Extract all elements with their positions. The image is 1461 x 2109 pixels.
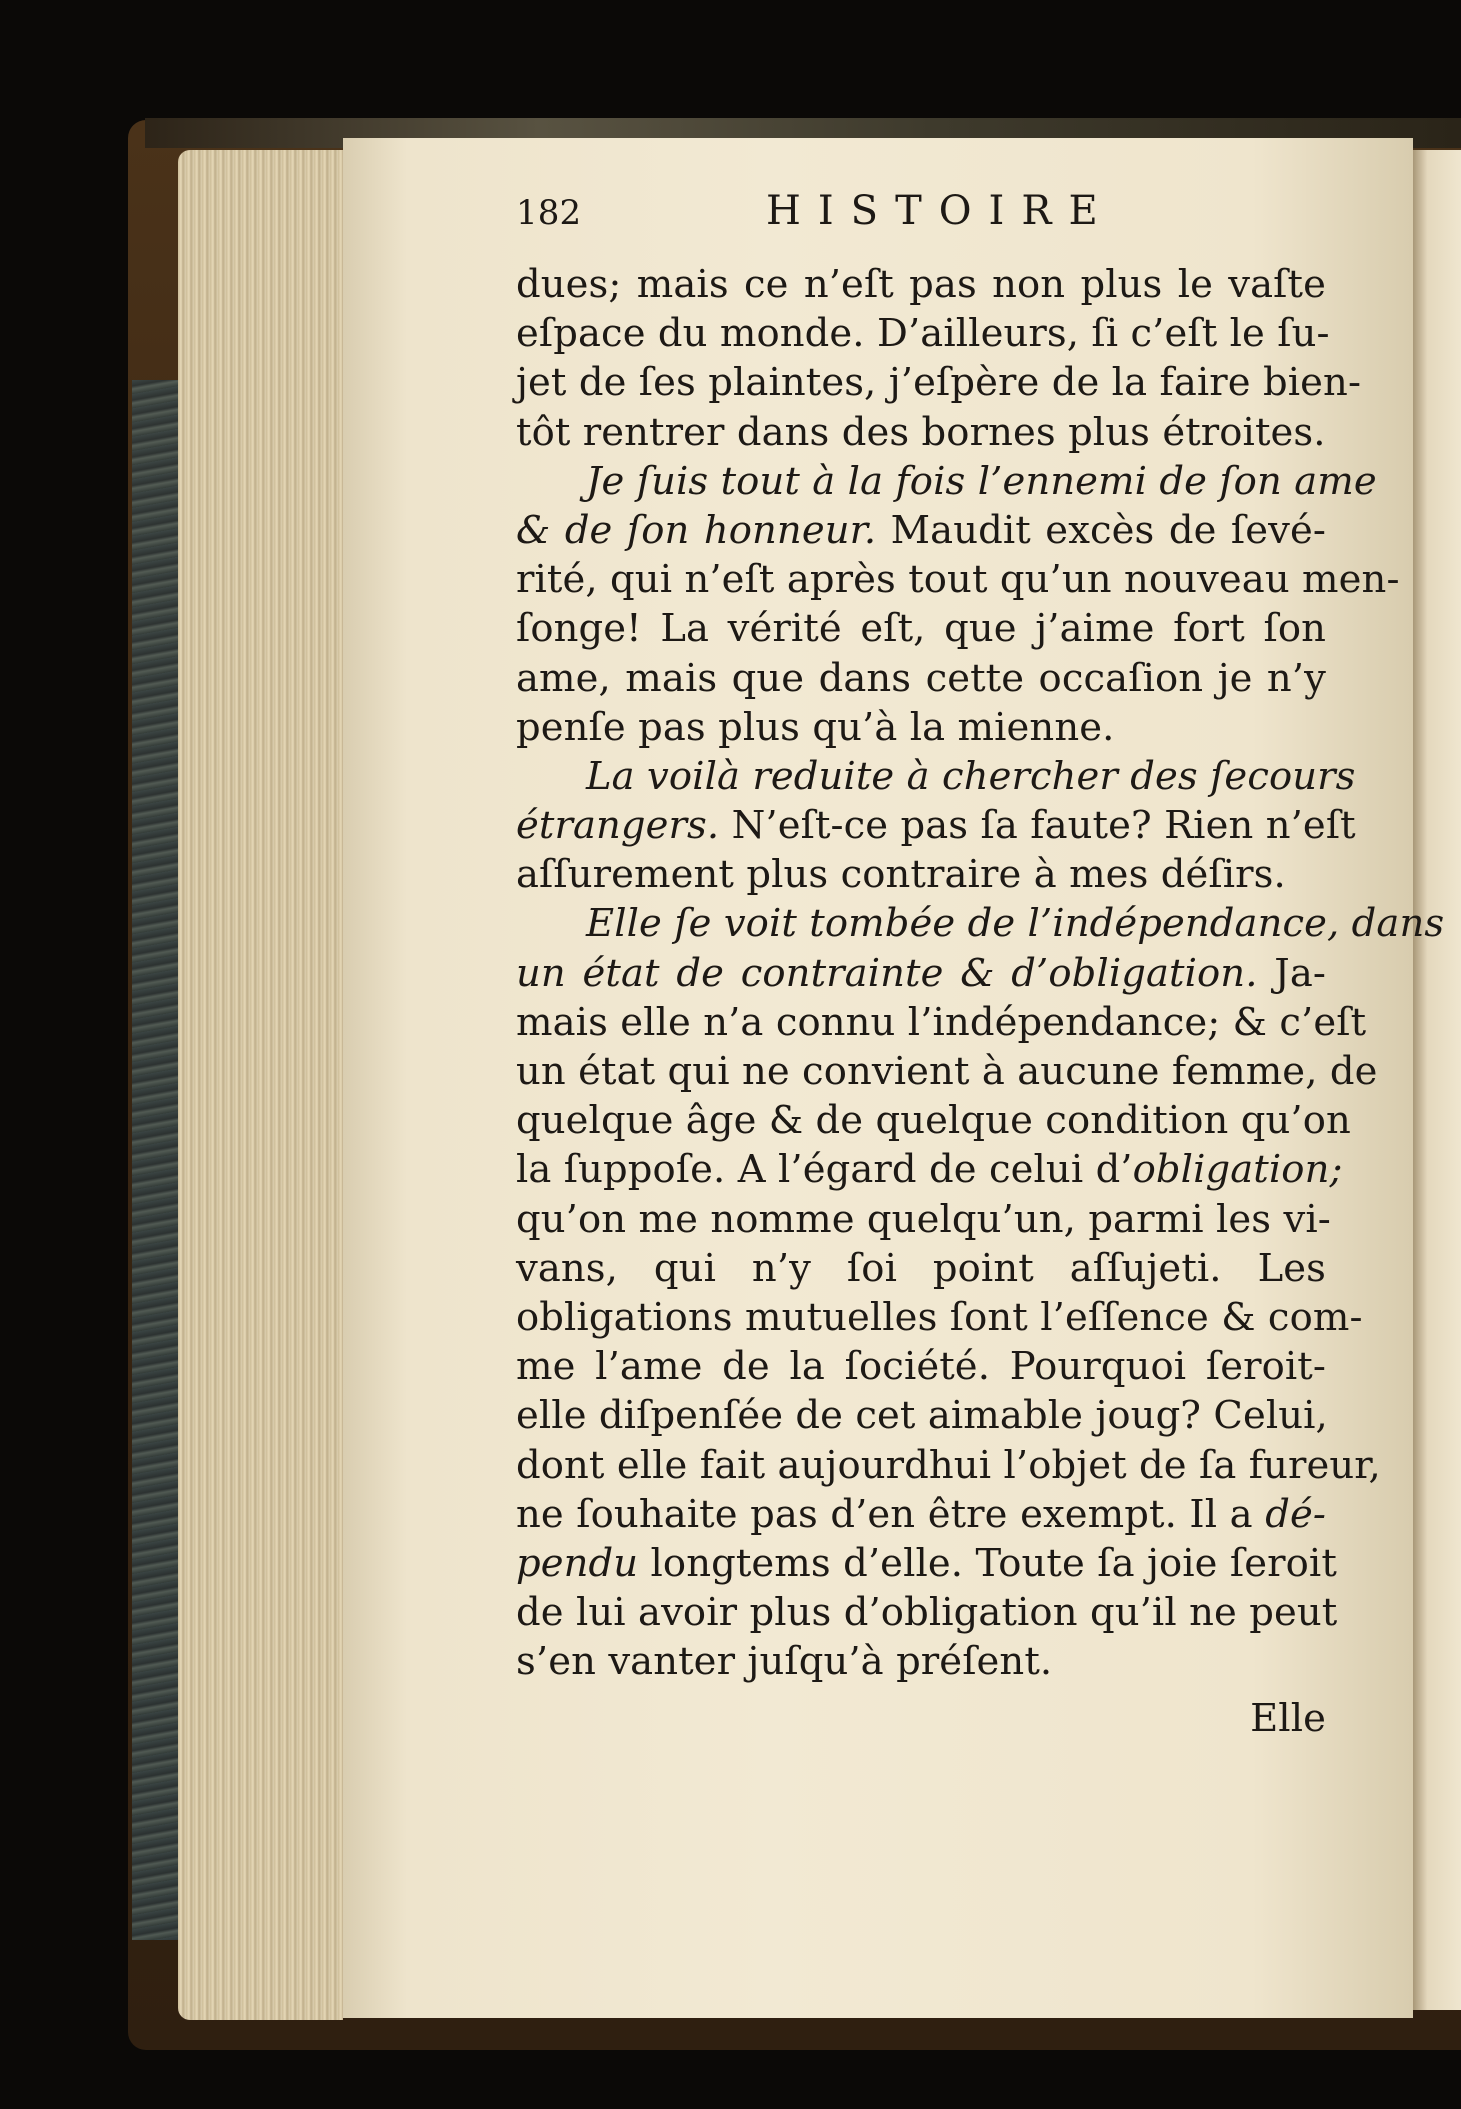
text-line (516, 555, 1400, 604)
text-line (516, 309, 1330, 358)
text-line (516, 1441, 1381, 1490)
roman-text: elle diſpenſée de cet aimable joug? Celui, (516, 1393, 1328, 1439)
roman-text: jet de ſes plaintes, j’eſpère de la faire bien- (516, 360, 1362, 406)
text-line (516, 850, 1326, 899)
text-line (516, 1391, 1326, 1440)
text-line (516, 1588, 1338, 1637)
catchword: Elle (1250, 1696, 1326, 1742)
text-line (516, 1244, 1326, 1293)
text-line (516, 1195, 1331, 1244)
text-line (516, 408, 1326, 457)
roman-text: dont elle fait aujourdhui l’objet de ſa fureur, (516, 1442, 1381, 1488)
roman-text: longtems d’elle. Toute ſa joie ſeroit (638, 1540, 1337, 1586)
roman-text: la ſuppoſe. A l’égard de celui d’ (516, 1147, 1133, 1193)
roman-text: me l’ame de la ſociété. Pourquoi ſeroit- (516, 1344, 1326, 1390)
roman-text: eſpace du monde. D’ailleurs, ſi c’eſt le ſu- (516, 311, 1330, 357)
text-line (516, 1637, 1326, 1686)
roman-text: vans, qui n’y ſoi point aſſujeti. Les (516, 1245, 1326, 1291)
text-line (516, 703, 1326, 752)
roman-text: Ja- (1257, 950, 1326, 996)
text-line (516, 1293, 1363, 1342)
roman-text: rité, qui n’eſt après tout qu’un nouveau men- (516, 557, 1400, 603)
text-line (516, 604, 1326, 653)
page-number: 182 (516, 193, 582, 233)
text-line (516, 358, 1362, 407)
text-line (516, 457, 1377, 506)
roman-text: un état qui ne convient à aucune femme, de (516, 1049, 1378, 1094)
text-line (516, 1490, 1326, 1539)
roman-text: mais elle n’a connu l’indépendance; & c’eſt (516, 999, 1367, 1045)
italic-text: La voilà reduite à chercher des ſecours (586, 753, 1356, 799)
page-text (516, 188, 1445, 1742)
roman-text: s’en vanter juſqu’à préſent. (516, 1639, 1053, 1685)
roman-text: de lui avoir plus d’obligation qu’il ne peut (516, 1590, 1338, 1636)
text-line (516, 998, 1367, 1047)
roman-text: qu’on me nomme quelqu’un, parmi les vi- (516, 1196, 1331, 1242)
text-line (516, 1145, 1343, 1194)
facing-page-sliver (1413, 150, 1461, 2010)
body-text (516, 260, 1445, 1686)
italic-text: étrangers. (516, 803, 720, 849)
italic-text: dé- (1265, 1491, 1326, 1537)
roman-text: ne ſouhaite pas d’en être exempt. Il a (516, 1491, 1266, 1537)
italic-text: Je ſuis tout à la fois l’ennemi de ſon ame (586, 458, 1377, 504)
italic-text: un état de contrainte & d’obligation. (516, 950, 1258, 996)
text-line (516, 1539, 1337, 1588)
text-line (516, 899, 1445, 948)
text-line (516, 752, 1356, 801)
roman-text: dues; mais ce n’eſt pas non plus le vaſte (516, 262, 1326, 307)
roman-text: Maudit excès de ſevé- (876, 507, 1326, 553)
running-title: HISTOIRE (766, 188, 1115, 234)
text-line (516, 506, 1326, 555)
roman-text: obligations mutuelles ſont l’eſſence & com- (516, 1294, 1363, 1340)
text-line (516, 949, 1326, 998)
roman-text: ame, mais que dans cette occaſion je n’y (516, 655, 1326, 701)
italic-text: & de ſon honneur. (516, 507, 877, 553)
text-line (516, 260, 1326, 309)
roman-text: quelque âge & de quelque condition qu’on (516, 1098, 1351, 1144)
text-line (516, 1342, 1326, 1391)
text-line (516, 1047, 1378, 1096)
roman-text: tôt rentrer dans des bornes plus étroites. (516, 409, 1326, 455)
roman-text: penſe pas plus qu’à la mienne. (516, 704, 1115, 750)
text-line (516, 1096, 1351, 1145)
roman-text: aſſurement plus contraire à mes déſirs. (516, 852, 1286, 898)
roman-text: N’eſt-ce pas ſa faute? Rien n’eſt (719, 803, 1356, 849)
text-line (516, 654, 1326, 703)
italic-text: pendu (516, 1540, 639, 1586)
page-header (516, 188, 1326, 260)
roman-text: ſonge! La vérité eſt, que j’aime fort ſon (516, 606, 1326, 652)
italic-text: obligation; (1132, 1147, 1343, 1193)
italic-text: Elle ſe voit tombée de l’indépendance, dans (586, 901, 1445, 947)
text-line (516, 801, 1356, 850)
page-stack-edges (178, 150, 343, 2020)
marbled-cover-edge (132, 380, 178, 1940)
